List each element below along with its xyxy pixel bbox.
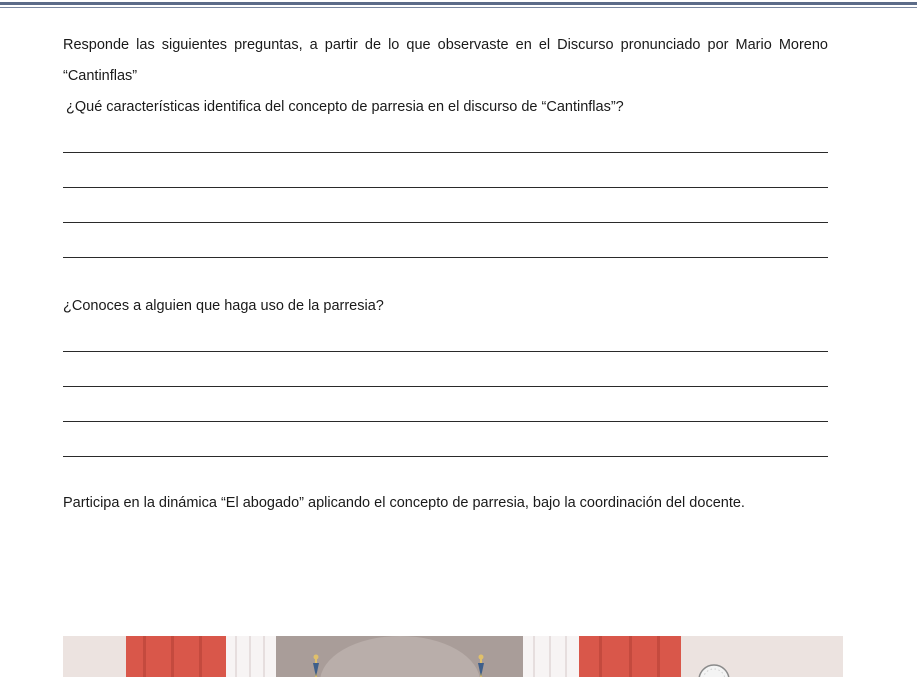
answer-line[interactable] — [63, 127, 828, 162]
intro-text: Responde las siguientes preguntas, a partir de lo que observaste en el Discurso pronunciado por Mario Moreno “Cantinflas” — [63, 37, 828, 84]
answer-lines-1 — [63, 127, 828, 267]
courtroom-illustration-svg — [63, 636, 843, 677]
answer-line[interactable] — [63, 361, 828, 396]
instruction-text: Participa en la dinámica “El abogado” aplicando el concepto de parresia, bajo la coordinación del docente. — [63, 495, 745, 511]
header-rule-thin — [0, 7, 917, 8]
answer-line[interactable] — [63, 431, 828, 466]
answer-line[interactable] — [63, 396, 828, 431]
worksheet-content — [63, 30, 828, 519]
curtain-icon — [126, 636, 226, 677]
header-rule — [0, 2, 917, 8]
header-rule-thick — [0, 2, 917, 5]
answer-line[interactable] — [63, 197, 828, 232]
answer-line[interactable] — [63, 162, 828, 197]
answer-line[interactable] — [63, 326, 828, 361]
courtroom-illustration — [63, 636, 843, 677]
question-1: ¿Qué características identifica del concepto de parresia en el discurso de “Cantinflas”? — [66, 99, 624, 115]
curtain-icon — [579, 636, 681, 677]
question-2: ¿Conoces a alguien que haga uso de la parresia? — [63, 298, 384, 314]
answer-lines-2 — [63, 326, 828, 466]
answer-line[interactable] — [63, 232, 828, 267]
